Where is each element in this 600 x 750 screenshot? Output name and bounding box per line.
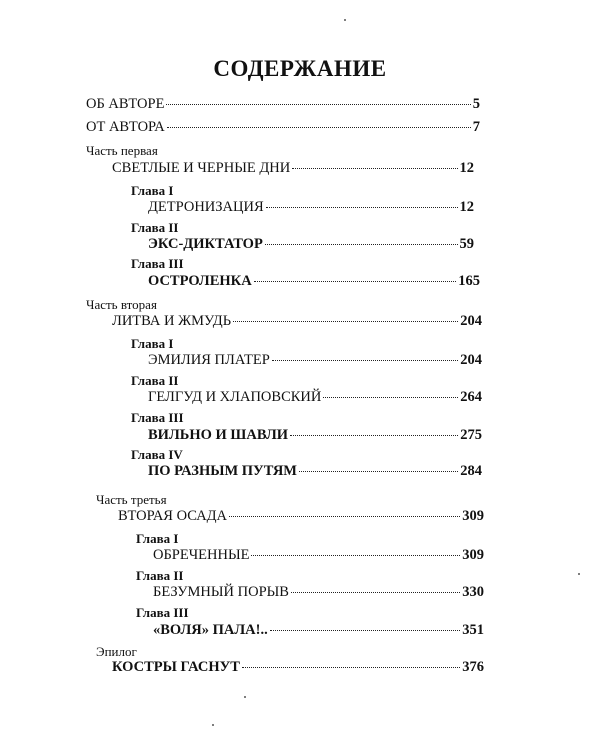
toc-entry-chapter[interactable] (148, 427, 482, 444)
toc-entry-text: ЛИТВА И ЖМУДЬ (112, 313, 232, 329)
dot-leader (167, 126, 471, 128)
toc-page-number: 204 (460, 352, 482, 368)
toc-page-number: 351 (462, 622, 484, 638)
dot-leader (242, 666, 460, 668)
toc-page-number: 7 (472, 119, 480, 135)
chapter-label: Глава III (136, 605, 189, 620)
toc-page-number: 309 (462, 547, 484, 563)
dot-leader (323, 396, 458, 398)
chapter-label: Глава I (136, 531, 179, 546)
toc-entry-text: БЕЗУМНЫЙ ПОРЫВ (153, 584, 289, 600)
toc-page-number: 309 (462, 508, 484, 524)
epilogue-label: Эпилог (96, 644, 137, 659)
dot-leader (254, 280, 457, 282)
toc-entry-text: «ВОЛЯ» ПАЛА!.. (153, 622, 268, 638)
dot-leader (299, 470, 458, 472)
chapter-label: Глава II (131, 373, 179, 388)
toc-entry-chapter[interactable] (148, 352, 482, 369)
toc-entry-text: ПО РАЗНЫМ ПУТЯМ (148, 463, 297, 479)
toc-entry-part[interactable] (112, 160, 474, 177)
chapter-label: Глава IV (131, 447, 183, 462)
toc-entry-chapter[interactable] (153, 584, 484, 601)
part-label: Часть третья (96, 492, 167, 507)
dot-leader (265, 243, 458, 245)
toc-entry-text: ГЕЛГУД И ХЛАПОВСКИЙ (148, 389, 322, 405)
chapter-label: Глава III (131, 410, 184, 425)
toc-entry-chapter[interactable] (148, 389, 482, 406)
dot-leader (166, 103, 470, 105)
dot-leader (290, 434, 458, 436)
page-title: СОДЕРЖАНИЕ (213, 56, 387, 81)
toc-entry-text: ОСТРОЛЕНКА (148, 273, 252, 289)
chapter-label: Глава II (131, 220, 179, 235)
toc-entry-part[interactable] (118, 508, 484, 525)
dot-leader (272, 359, 458, 361)
toc-entry-about-author[interactable] (86, 96, 480, 113)
chapter-label: Глава III (131, 256, 184, 271)
toc-entry-text: КОСТРЫ ГАСНУТ (112, 659, 240, 675)
toc-entry-part[interactable] (112, 313, 482, 330)
scan-speck (244, 696, 246, 698)
part-label: Часть первая (86, 143, 158, 158)
toc-entry-text: ВТОРАЯ ОСАДА (118, 508, 228, 524)
toc-entry-text: ОТ АВТОРА (86, 119, 165, 135)
toc-page-number: 165 (458, 273, 480, 289)
toc-entry-text: СВЕТЛЫЕ И ЧЕРНЫЕ ДНИ (112, 160, 291, 176)
toc-entry-chapter[interactable] (153, 547, 484, 564)
toc-page-number: 12 (459, 160, 474, 176)
dot-leader (292, 167, 457, 169)
toc-page-number: 59 (459, 236, 474, 252)
toc-entry-text: ЭКС-ДИКТАТОР (148, 236, 263, 252)
toc-entry-text: ОБРЕЧЕННЫЕ (153, 547, 250, 563)
dot-leader (229, 515, 460, 517)
toc-entry-chapter[interactable] (148, 273, 480, 290)
toc-entry-chapter[interactable] (148, 199, 474, 216)
toc-page-number: 330 (462, 584, 484, 600)
toc-entry-chapter[interactable] (153, 622, 484, 639)
toc-page-number: 12 (459, 199, 474, 215)
toc-entry-text: ДЕТРОНИЗАЦИЯ (148, 199, 264, 215)
toc-page-number: 5 (472, 96, 480, 112)
toc-entry-from-author[interactable] (86, 119, 480, 136)
dot-leader (270, 629, 461, 631)
toc-entry-epilogue[interactable] (112, 659, 484, 676)
dot-leader (251, 554, 460, 556)
chapter-label: Глава I (131, 183, 174, 198)
scan-speck (212, 724, 214, 726)
dot-leader (291, 591, 460, 593)
part-label: Часть вторая (86, 297, 157, 312)
chapter-label: Глава I (131, 336, 174, 351)
toc-page-number: 275 (460, 427, 482, 443)
toc-page-number: 264 (460, 389, 482, 405)
toc-entry-chapter[interactable] (148, 236, 474, 253)
dot-leader (266, 206, 458, 208)
scan-speck (578, 573, 580, 575)
toc-page-number: 376 (462, 659, 484, 675)
toc-entry-chapter[interactable] (148, 463, 482, 480)
chapter-label: Глава II (136, 568, 184, 583)
dot-leader (233, 320, 458, 322)
toc-entry-text: ОБ АВТОРЕ (86, 96, 165, 112)
scan-speck (344, 19, 346, 21)
toc-entry-text: ЭМИЛИЯ ПЛАТЕР (148, 352, 270, 368)
toc-page-number: 204 (460, 313, 482, 329)
toc-page-number: 284 (460, 463, 482, 479)
toc-entry-text: ВИЛЬНО И ШАВЛИ (148, 427, 289, 443)
